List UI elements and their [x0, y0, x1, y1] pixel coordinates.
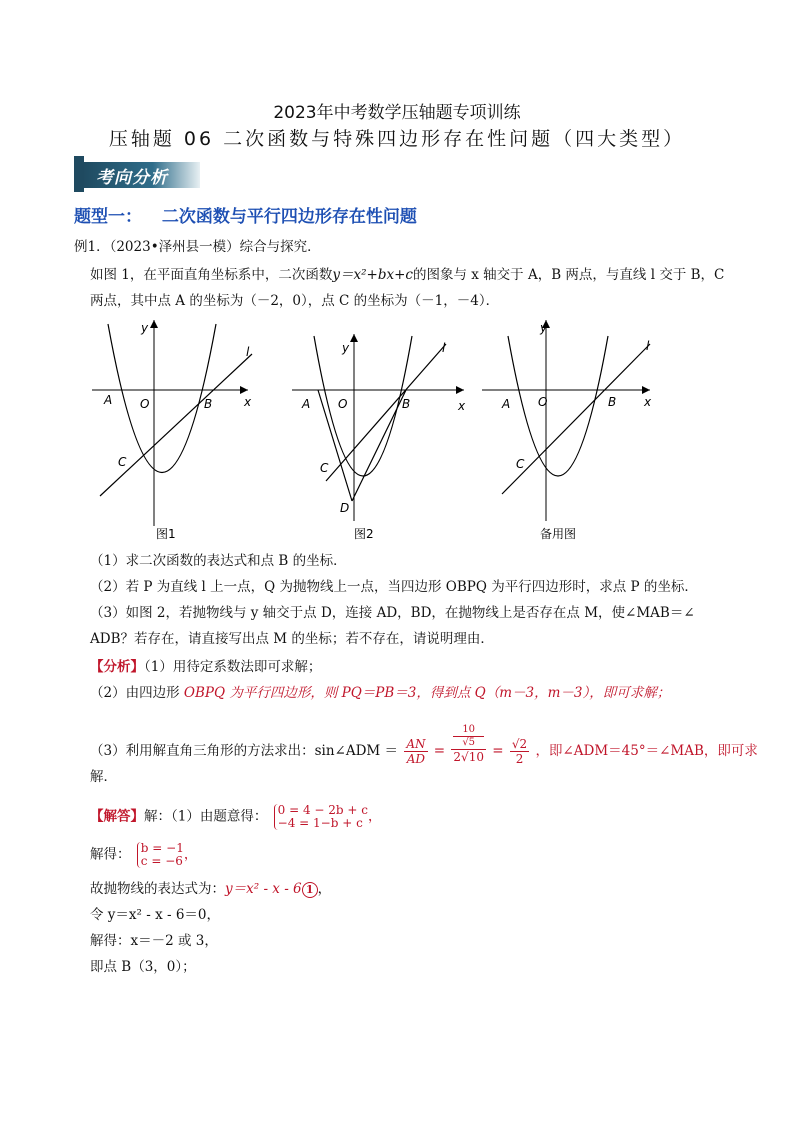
- x-axis-arrow: [456, 386, 464, 394]
- solution-step-3a: 故抛物线的表达式为：: [90, 881, 225, 897]
- solution-line-6: 即点 B（3，0）；: [90, 959, 196, 975]
- fraction-sqrt2-2: [510, 737, 529, 766]
- figure-1: [88, 316, 268, 546]
- x-label: x: [458, 399, 466, 413]
- section-label: 题型一：: [74, 207, 142, 227]
- inner-denominator: √5: [462, 737, 476, 748]
- analysis-line-1: [90, 658, 321, 676]
- x-label: x: [244, 395, 252, 409]
- analysis-step-3c: 解．: [90, 769, 117, 785]
- section-title: 二次函数与平行四边形存在性问题: [161, 207, 417, 227]
- analysis-step-3a: （3）利用解直角三角形的方法求出：sin∠ADM ＝: [90, 743, 399, 759]
- example-p1a: 如图 1，在平面直角坐标系中，二次函数: [90, 267, 333, 283]
- system-1-eq-1: 0 = 4 − 2b + c: [277, 803, 368, 817]
- point-c-label: C: [118, 455, 127, 469]
- parabola: [108, 324, 216, 473]
- point-c-label: C: [320, 461, 329, 475]
- y-label: y: [141, 321, 149, 335]
- parabola: [314, 336, 412, 476]
- y-axis-arrow: [150, 320, 158, 328]
- point-b-label: B: [402, 397, 411, 411]
- section-heading: [74, 202, 417, 227]
- fraction-sqrt2-numerator: √2: [511, 737, 528, 751]
- question-2: （2）若 P 为直线 l 上一点，Q 为抛物线上一点，当四边形 OBPQ 为平行四边形时，求点 P 的坐标．: [90, 579, 698, 595]
- origin-label: O: [140, 397, 150, 411]
- fraction-an-ad-denominator: AD: [406, 752, 426, 766]
- line-l-label: l: [442, 341, 446, 355]
- point-a-label: A: [104, 393, 113, 407]
- document-subtitle: 压轴题 06 二次函数与特殊四边形存在性问题（四大类型）: [108, 128, 686, 150]
- parabola: [508, 336, 608, 476]
- caption-figure-1: 图1: [156, 527, 176, 541]
- solution-expression: y＝x² - x - 6: [225, 881, 302, 897]
- analysis-step-2b: OBPQ 为平行四边形，则 PQ＝PB＝3，得到点 Q（m－3，m－3），即可求解；: [183, 685, 671, 701]
- system-1-eq-2: −4 = 1−b + c: [277, 816, 363, 830]
- origin-label: O: [538, 395, 548, 409]
- analysis-step-2a: （2）由四边形: [90, 685, 184, 701]
- point-a-label: A: [502, 397, 511, 411]
- solution-step-1: 解：（1）由题意得：: [144, 808, 268, 825]
- example-paragraph-2: 两点，其中点 A 的坐标为（－2，0），点 C 的坐标为（－1，－4）．: [90, 293, 500, 309]
- solution-line-3: 故抛物线的表达式为：y＝x² - x - 6 1 ，: [90, 881, 332, 897]
- figure-2: [286, 316, 476, 546]
- point-c-label: C: [516, 457, 525, 471]
- x-axis-arrow: [240, 386, 248, 394]
- analysis-step-1: （1）用待定系数法即可求解；: [144, 659, 322, 675]
- system-2-eq-1: b = −1: [140, 841, 184, 855]
- line-l: [100, 354, 252, 496]
- analysis-tag: 【分析】: [90, 659, 144, 675]
- example-source: 例1．（2023•泽州县一模）综合与探究．: [74, 239, 321, 255]
- y-label: y: [540, 321, 548, 335]
- section-banner: [74, 156, 202, 192]
- system-2-eq-2: c = −6: [140, 854, 183, 868]
- fraction-compound-denominator: 2√10: [453, 750, 484, 764]
- origin-label: O: [338, 397, 348, 411]
- example-paragraph-1: [90, 266, 724, 284]
- banner-label: 考向分析: [96, 168, 168, 188]
- analysis-line-2: [90, 684, 670, 702]
- line-l-label: l: [646, 339, 650, 353]
- analysis-line-3: （3）利用解直角三角形的方法求出：sin∠ADM ＝ $\frac{AN}{AD}$ = 10 √5 2√10 = $\frac{√2}{2}$ ，即∠ADM＝45°＝∠MAB，即可求: [90, 724, 758, 766]
- figure-backup: [478, 316, 668, 546]
- line-l: [326, 344, 446, 481]
- caption-figure-2: 图2: [354, 527, 374, 541]
- question-3-line-1: （3）如图 2，若抛物线与 y 轴交于点 D，连接 AD，BD，在抛物线上是否存在点 M，使∠MAB＝∠: [90, 605, 695, 621]
- equation-system-1: [274, 804, 368, 830]
- point-d-label: D: [340, 501, 350, 515]
- fraction-compound: [451, 724, 486, 764]
- point-b-label: B: [608, 395, 617, 409]
- solution-line-5: 解得：x＝－2 或 3，: [90, 933, 218, 949]
- analysis-step-3b: ，即∠ADM＝45°＝∠MAB，即可求: [535, 743, 758, 759]
- point-a-label: A: [302, 397, 311, 411]
- fraction-an-ad-numerator: AN: [406, 737, 426, 751]
- x-label: x: [644, 395, 652, 409]
- document-title: 2023年中考数学压轴题专项训练: [273, 103, 521, 123]
- fraction-an-ad: [404, 737, 427, 766]
- fraction-sqrt2-denominator: 2: [515, 752, 524, 766]
- example-p1b: 的图象与 x 轴交于 A，B 两点，与直线 l 交于 B，C: [412, 267, 725, 283]
- segment-bd: [352, 390, 406, 501]
- solution-line-4: 令 y＝x² - x - 6＝0，: [90, 907, 221, 923]
- line-l-label: l: [246, 345, 250, 359]
- question-3-line-2: ADB？若存在，请直接写出点 M 的坐标；若不存在，请说明理由．: [90, 631, 494, 647]
- question-1: （1）求二次函数的表达式和点 B 的坐标．: [90, 553, 347, 569]
- equation-system-2: [137, 842, 184, 868]
- solution-step-2: 解得：: [90, 846, 131, 863]
- solution-line-1: 【解答】解：（1）由题意得： 0 = 4 − 2b + c −4 = 1−b + c ，: [90, 803, 382, 830]
- y-axis-arrow: [350, 334, 358, 342]
- x-axis-arrow: [642, 386, 650, 394]
- example-function: y＝x²+bx+c: [332, 267, 413, 283]
- banner-notch: [74, 156, 84, 192]
- equation-marker: 1: [302, 882, 318, 898]
- line-l: [502, 344, 650, 494]
- solution-line-2: 解得： b = −1 c = −6 ，: [90, 841, 198, 868]
- solution-tag: 【解答】: [90, 808, 144, 825]
- caption-figure-backup: 备用图: [540, 527, 577, 541]
- fraction-compound-numerator: [451, 724, 486, 750]
- inner-numerator: 10: [453, 724, 484, 737]
- point-b-label: B: [204, 397, 213, 411]
- y-label: y: [342, 341, 350, 355]
